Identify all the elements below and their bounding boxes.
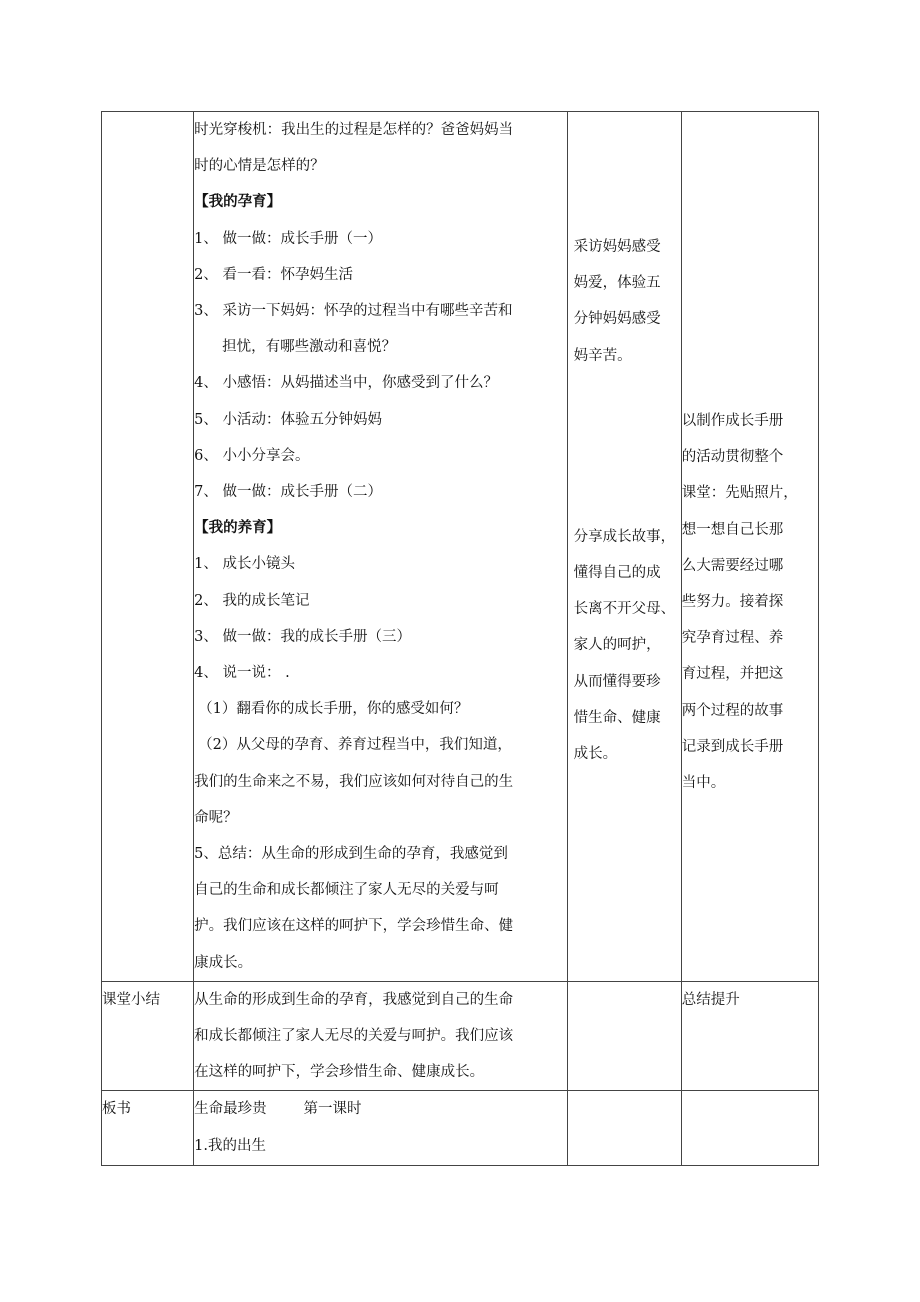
content-line: 3、 做一做：我的成长手册（三） xyxy=(194,628,411,645)
purpose-line: 长离不开父母、 xyxy=(573,601,676,618)
lesson-plan-table xyxy=(101,111,819,1166)
summary-design: 总结提升 xyxy=(681,991,740,1008)
summary-content-cell xyxy=(194,981,568,1091)
section-heading-nurture: 【我的养育】 xyxy=(194,519,282,537)
design-line: 想一想自己长那 xyxy=(681,521,784,538)
content-line: 4、 说一说： . xyxy=(194,665,290,682)
board-line: 生命最珍贵 第一课时 xyxy=(194,1101,362,1118)
design-line: 的活动贯彻整个 xyxy=(681,449,784,466)
process-design-cell xyxy=(681,112,818,982)
summary-line: 从生命的形成到生命的孕育，我感觉到自己的生命 xyxy=(194,991,514,1008)
summary-line: 在这样的呵护下，学会珍惜生命、健康成长。 xyxy=(194,1064,485,1081)
content-line: 命呢？ xyxy=(194,809,238,826)
purpose-line: 分享成长故事， xyxy=(573,528,676,545)
content-line: 2、 我的成长笔记 xyxy=(194,592,310,609)
design-line: 当中。 xyxy=(681,775,726,792)
purpose-line: 妈爱，体验五 xyxy=(573,275,661,292)
summary-label: 课堂小结 xyxy=(102,991,160,1008)
content-line: 2、 看一看：怀孕妈生活 xyxy=(194,266,353,283)
purpose-line: 成长。 xyxy=(573,746,618,763)
purpose-line: 妈辛苦。 xyxy=(573,347,632,364)
design-line: 课堂：先贴照片， xyxy=(681,485,798,502)
board-purpose-cell xyxy=(567,1091,681,1166)
design-line: 记录到成长手册 xyxy=(681,738,784,755)
content-line: 我们的生命来之不易，我们应该如何对待自己的生 xyxy=(194,773,514,790)
process-content-cell xyxy=(194,112,568,982)
content-line: （1）翻看你的成长手册，你的感受如何？ xyxy=(198,701,469,718)
design-line: 么大需要经过哪 xyxy=(681,557,784,574)
content-line: 4、 小感悟：从妈描述当中，你感受到了什么？ xyxy=(194,375,498,392)
content-line: 自己的生命和成长都倾注了家人无尽的关爱与呵 xyxy=(194,882,499,899)
board-label: 板书 xyxy=(102,1101,131,1118)
purpose-line: 家人的呵护， xyxy=(573,637,661,654)
content-line: 时的心情是怎样的？ xyxy=(194,158,325,175)
board-row xyxy=(102,1091,819,1166)
board-label-cell xyxy=(102,1091,194,1166)
design-line: 些努力。接着探 xyxy=(681,594,784,611)
purpose-line: 从而懂得要珍 xyxy=(573,673,661,690)
design-line: 两个过程的故事 xyxy=(681,702,784,719)
section-heading-pregnancy: 【我的孕育】 xyxy=(194,193,282,211)
purpose-line: 惜生命、健康 xyxy=(573,709,661,726)
summary-design-cell xyxy=(681,981,818,1091)
process-purpose-cell xyxy=(567,112,681,982)
process-label-cell xyxy=(102,112,194,982)
design-line: 以制作成长手册 xyxy=(681,413,784,429)
content-line: 6、 小小分享会。 xyxy=(194,447,310,464)
board-content-cell xyxy=(194,1091,568,1166)
board-design-cell xyxy=(681,1091,818,1166)
content-line: 3、 采访一下妈妈：怀孕的过程当中有哪些辛苦和 xyxy=(194,303,513,320)
content-line: 1、 成长小镜头 xyxy=(194,556,295,573)
purpose-line: 分钟妈妈感受 xyxy=(573,311,661,328)
content-line: 担忧，有哪些激动和喜悦？ xyxy=(222,339,397,356)
design-line: 究孕育过程、养 xyxy=(681,630,784,647)
design-line: 育过程，并把这 xyxy=(681,666,784,683)
content-line: 时光穿梭机：我出生的过程是怎样的？爸爸妈妈当 xyxy=(194,122,514,138)
content-line: 5、总结：从生命的形成到生命的孕育，我感觉到 xyxy=(194,846,508,863)
content-line: 康成长。 xyxy=(194,954,253,971)
summary-purpose-cell xyxy=(567,981,681,1091)
board-line: 1.我的出生 xyxy=(194,1137,266,1154)
content-line: （2）从父母的孕育、养育过程当中，我们知道， xyxy=(198,737,512,754)
process-row xyxy=(102,112,819,982)
content-line: 5、 小活动：体验五分钟妈妈 xyxy=(194,411,382,428)
purpose-line: 采访妈妈感受 xyxy=(573,239,661,255)
summary-label-cell xyxy=(102,981,194,1091)
summary-row xyxy=(102,981,819,1091)
content-line: 护。我们应该在这样的呵护下，学会珍惜生命、健 xyxy=(194,918,514,935)
content-line: 1、 做一做：成长手册（一） xyxy=(194,230,382,247)
content-line: 7、 做一做：成长手册（二） xyxy=(194,484,382,501)
purpose-line: 懂得自己的成 xyxy=(573,565,661,582)
summary-line: 和成长都倾注了家人无尽的关爱与呵护。我们应该 xyxy=(194,1028,514,1045)
